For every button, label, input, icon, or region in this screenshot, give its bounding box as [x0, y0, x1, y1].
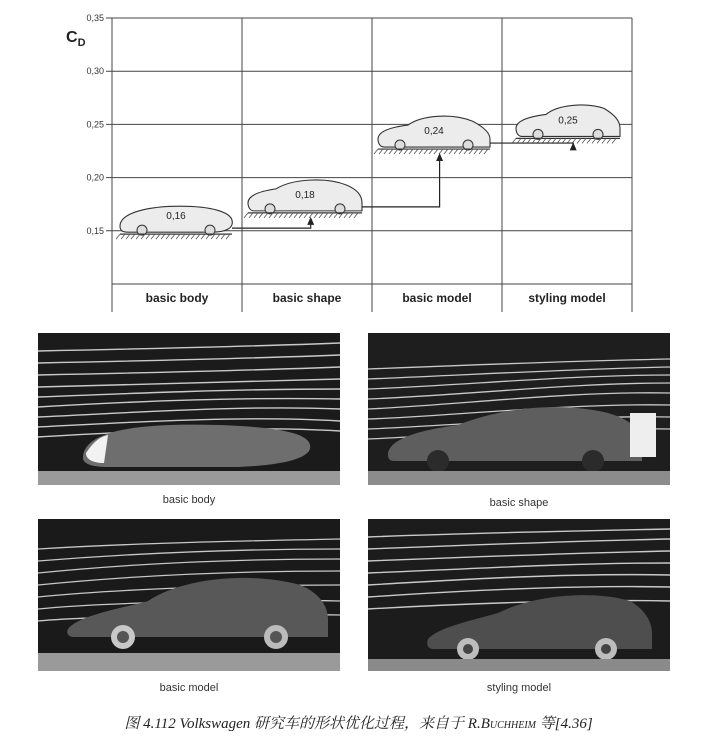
step-arrow-line [362, 159, 440, 207]
photo-basic-model-image [38, 519, 340, 671]
figure-caption-main: 图 4.112 Volkswagen 研究车的形状优化过程，来自于 R.B [124, 716, 490, 732]
ground-hatch [324, 213, 328, 218]
ground-hatch [607, 138, 611, 143]
ground-hatch [279, 213, 283, 218]
ground-hatch [254, 213, 258, 218]
ground-hatch [434, 149, 438, 154]
y-tick-label: 0,25 [86, 119, 104, 130]
photo-basic-shape-image [368, 333, 670, 485]
category-label: basic shape [272, 291, 342, 305]
ground-hatch [259, 213, 263, 218]
ground-hatch [409, 149, 413, 154]
ground-hatch [156, 234, 160, 239]
ground-hatch [249, 213, 253, 218]
ground-hatch [379, 149, 383, 154]
ground-hatch [216, 234, 220, 239]
ground-hatch [166, 234, 170, 239]
ground-hatch [587, 138, 591, 143]
ground-hatch [294, 213, 298, 218]
ground-hatch [221, 234, 225, 239]
photo-basic-model [38, 519, 340, 671]
ground-hatch [304, 213, 308, 218]
ground-hatch [264, 213, 268, 218]
photo-basic-body-image [38, 333, 340, 485]
ground-hatch [319, 213, 323, 218]
y-tick-label: 0,15 [86, 225, 104, 236]
ground-hatch [384, 149, 388, 154]
ground-hatch [404, 149, 408, 154]
photo-caption-basic-body: basic body [162, 494, 216, 506]
ground-hatch [136, 234, 140, 239]
ground-hatch [414, 149, 418, 154]
photo-styling-model-image [368, 519, 670, 671]
value-label: 0,16 [166, 211, 186, 223]
ground-hatch [121, 234, 125, 239]
y-tick-label: 0,30 [86, 66, 104, 77]
ground-hatch [479, 149, 483, 154]
ground-hatch [186, 234, 190, 239]
ground-hatch [146, 234, 150, 239]
ground-hatch [424, 149, 428, 154]
ground-hatch [244, 213, 248, 218]
ground-hatch [354, 213, 358, 218]
ground-hatch [171, 234, 175, 239]
y-axis-label-sub: D [77, 37, 86, 49]
value-label: 0,25 [558, 115, 578, 127]
chart-svg [0, 0, 717, 320]
ground-hatch [181, 234, 185, 239]
ground-hatch [314, 213, 318, 218]
ground-hatch [394, 149, 398, 154]
ground-hatch [274, 213, 278, 218]
category-label: basic model [402, 291, 472, 305]
ground-hatch [284, 213, 288, 218]
ground-hatch [329, 213, 333, 218]
ground-hatch [484, 149, 488, 154]
ground-hatch [201, 234, 205, 239]
ground-hatch [344, 213, 348, 218]
ground-hatch [116, 234, 120, 239]
cd-step-chart [0, 0, 717, 320]
ground-hatch [602, 138, 606, 143]
ground-hatch [592, 138, 596, 143]
ground-hatch [226, 234, 230, 239]
photo-styling-model [368, 519, 670, 671]
ground-hatch [176, 234, 180, 239]
step-arrow-head [436, 153, 443, 161]
ground-hatch [191, 234, 195, 239]
photo-caption-basic-shape: basic shape [489, 497, 549, 509]
figure-caption [0, 712, 717, 733]
ground-hatch [419, 149, 423, 154]
ground-hatch [459, 149, 463, 154]
ground-hatch [474, 149, 478, 154]
ground-hatch [289, 213, 293, 218]
y-axis-label-main: C [66, 29, 78, 46]
photo-basic-body [38, 333, 340, 485]
ground-hatch [582, 138, 586, 143]
y-tick-label: 0,20 [86, 172, 104, 183]
ground-hatch [374, 149, 378, 154]
ground-hatch [299, 213, 303, 218]
step-arrow-head [307, 217, 314, 225]
ground-hatch [334, 213, 338, 218]
ground-hatch [151, 234, 155, 239]
value-label: 0,24 [424, 126, 444, 138]
ground-hatch [577, 138, 581, 143]
ground-hatch [126, 234, 130, 239]
ground-hatch [444, 149, 448, 154]
y-axis-label [66, 29, 86, 49]
photo-basic-shape [368, 333, 670, 485]
category-label: basic body [145, 291, 209, 305]
ground-hatch [612, 138, 616, 143]
ground-hatch [449, 149, 453, 154]
ground-hatch [309, 213, 313, 218]
ground-hatch [349, 213, 353, 218]
ground-hatch [389, 149, 393, 154]
y-tick-label: 0,35 [86, 13, 104, 23]
category-label: styling model [528, 291, 606, 305]
figure-caption-end: 等[4.36] [535, 716, 593, 732]
figure-caption-sub: UCHHEIM [489, 720, 536, 731]
ground-hatch [196, 234, 200, 239]
ground-hatch [161, 234, 165, 239]
ground-hatch [429, 149, 433, 154]
value-label: 0,18 [295, 189, 315, 201]
photo-caption-styling-model: styling model [486, 682, 552, 694]
step-arrow-line [232, 223, 311, 228]
ground-hatch [454, 149, 458, 154]
ground-hatch [131, 234, 135, 239]
photo-caption-basic-model: basic model [159, 682, 219, 694]
